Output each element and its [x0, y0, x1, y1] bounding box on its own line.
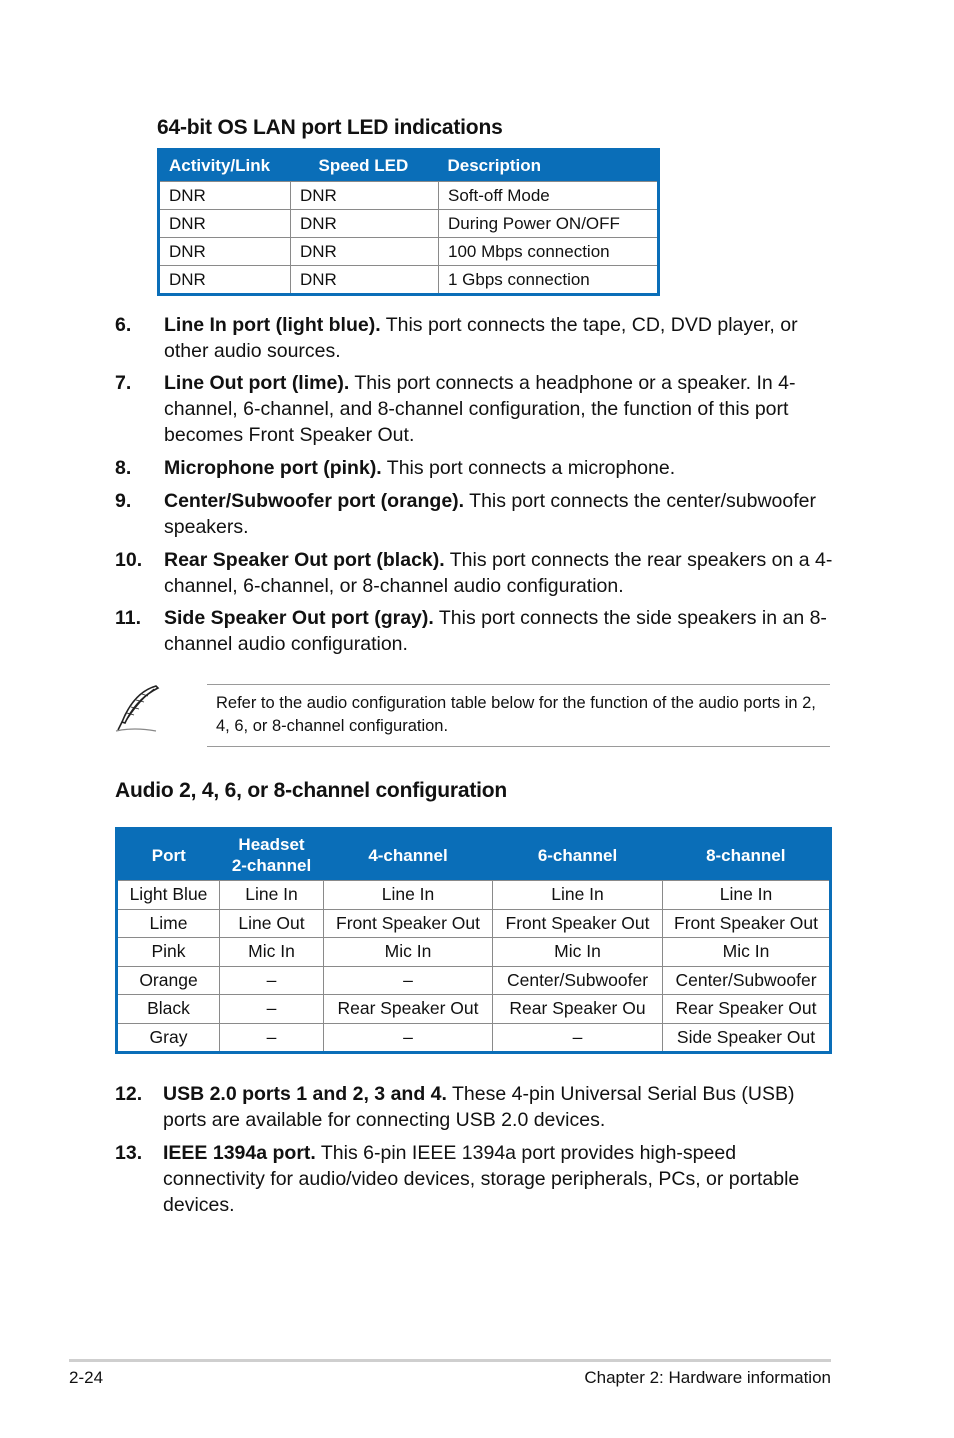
table-row — [117, 881, 831, 910]
table-cell: Orange — [117, 966, 220, 995]
list-item-text: This port connects the tape, CD, DVD player, or other audio sources. — [164, 314, 798, 362]
table-cell: DNR — [159, 210, 291, 238]
column-header: Speed LED — [291, 150, 439, 182]
list-item — [115, 1140, 835, 1218]
column-header: Activity/Link — [159, 150, 291, 182]
table-cell: Line In — [220, 881, 324, 910]
footer-rule — [69, 1359, 831, 1362]
list-item-title: Center/Subwoofer port (orange). — [164, 490, 465, 512]
table-cell: 100 Mbps connection — [439, 238, 659, 266]
list-item — [115, 312, 835, 364]
list-item-title: Side Speaker Out port (gray). — [164, 607, 434, 629]
list-item-text: This port connects the rear speakers on a 4-channel, 6-channel, or 8-channel audio configuration. — [164, 549, 833, 597]
lan-section-title: 64-bit OS LAN port LED indications — [157, 116, 503, 139]
list-item-number: 8. — [115, 457, 132, 479]
list-item — [115, 1081, 835, 1133]
table-row — [159, 238, 659, 266]
table-cell: Mic In — [493, 938, 663, 967]
table-cell: Front Speaker Out — [324, 909, 493, 938]
table-cell: – — [324, 966, 493, 995]
list-item-title: Line Out port (lime). — [164, 372, 350, 394]
column-header: Description — [439, 150, 659, 182]
list-item-text: This port connects the side speakers in an 8-channel audio configuration. — [164, 607, 827, 655]
list-item-text: This 6-pin IEEE 1394a port provides high-speed connectivity for audio/video devices, storage peripherals, PCs, or portable devices. — [163, 1142, 800, 1216]
list-item — [115, 370, 835, 448]
table-cell: Rear Speaker Out — [663, 995, 831, 1024]
table-header-row — [159, 150, 659, 182]
list-item-text: This port connects a headphone or a speaker. In 4-channel, 6-channel, and 8-channel configuration, the function of this port becomes Front Speaker Out. — [164, 372, 796, 446]
table-cell: – — [220, 1023, 324, 1053]
table-row — [159, 210, 659, 238]
list-item-text: This port connects a microphone. — [381, 457, 676, 479]
page-number: 2-24 — [69, 1368, 104, 1387]
table-cell: Gray — [117, 1023, 220, 1053]
table-header-row — [117, 829, 831, 881]
table-cell: Front Speaker Out — [663, 909, 831, 938]
table-row — [117, 938, 831, 967]
table-cell: DNR — [291, 238, 439, 266]
audio-config-table — [115, 827, 832, 1054]
column-header: Port — [117, 829, 220, 881]
list-item-number: 7. — [115, 372, 132, 394]
table-row — [159, 266, 659, 295]
column-header: 8-channel — [663, 829, 831, 881]
table-cell: – — [493, 1023, 663, 1053]
note-text: Refer to the audio configuration table below for the function of the audio ports in 2, 4, 6, or 8-channel configuration. — [216, 694, 816, 735]
table-cell: Mic In — [220, 938, 324, 967]
table-cell: Line Out — [220, 909, 324, 938]
table-cell: – — [324, 1023, 493, 1053]
column-header: Headset 2-channel — [220, 829, 324, 881]
quill-pen-icon — [112, 682, 164, 734]
list-item-title: IEEE 1394a port. — [163, 1142, 316, 1164]
column-header: 4-channel — [324, 829, 493, 881]
list-item-number: 6. — [115, 314, 132, 336]
table-cell: Front Speaker Out — [493, 909, 663, 938]
table-cell: During Power ON/OFF — [439, 210, 659, 238]
table-cell: – — [220, 995, 324, 1024]
table-cell: 1 Gbps connection — [439, 266, 659, 295]
table-cell: Line In — [324, 881, 493, 910]
lan-led-table — [157, 148, 660, 296]
table-cell: Lime — [117, 909, 220, 938]
table-row — [117, 966, 831, 995]
table-cell: Light Blue — [117, 881, 220, 910]
list-item-number: 9. — [115, 490, 132, 512]
list-item-text: These 4-pin Universal Serial Bus (USB) ports are available for connecting USB 2.0 devices. — [163, 1083, 795, 1131]
table-cell: – — [220, 966, 324, 995]
table-cell: Center/Subwoofer — [663, 966, 831, 995]
table-cell: Line In — [493, 881, 663, 910]
list-item — [115, 605, 835, 657]
table-row — [117, 995, 831, 1024]
list-item-title: Microphone port (pink). — [164, 457, 382, 479]
list-item-text: This port connects the center/subwoofer speakers. — [164, 490, 817, 538]
list-item — [115, 488, 835, 540]
table-cell: DNR — [159, 266, 291, 295]
table-row — [159, 182, 659, 210]
table-cell: Rear Speaker Out — [324, 995, 493, 1024]
table-cell: Mic In — [324, 938, 493, 967]
list-item-number: 12. — [115, 1083, 143, 1105]
list-item — [115, 455, 835, 481]
table-cell: Line In — [663, 881, 831, 910]
table-cell: Black — [117, 995, 220, 1024]
list-item-title: Line In port (light blue). — [164, 314, 381, 336]
list-item-number: 13. — [115, 1142, 143, 1164]
audio-section-title: Audio 2, 4, 6, or 8-channel configuration — [115, 779, 508, 802]
table-cell: DNR — [291, 182, 439, 210]
list-item-title: USB 2.0 ports 1 and 2, 3 and 4. — [163, 1083, 447, 1105]
list-item-number: 11. — [115, 607, 142, 629]
note-bottom-rule — [207, 746, 830, 747]
table-row — [117, 1023, 831, 1053]
list-item — [115, 547, 835, 599]
table-cell: Center/Subwoofer — [493, 966, 663, 995]
table-cell: Rear Speaker Ou — [493, 995, 663, 1024]
table-cell: Side Speaker Out — [663, 1023, 831, 1053]
table-cell: Mic In — [663, 938, 831, 967]
table-cell: DNR — [291, 210, 439, 238]
list-item-title: Rear Speaker Out port (black). — [164, 549, 445, 571]
column-header: 6-channel — [493, 829, 663, 881]
list-item-number: 10. — [115, 549, 143, 571]
table-cell: Pink — [117, 938, 220, 967]
note-top-rule — [207, 684, 830, 685]
table-row — [117, 909, 831, 938]
table-cell: DNR — [291, 266, 439, 295]
chapter-title: Chapter 2: Hardware information — [584, 1368, 831, 1387]
table-cell: DNR — [159, 182, 291, 210]
table-cell: Soft-off Mode — [439, 182, 659, 210]
table-cell: DNR — [159, 238, 291, 266]
